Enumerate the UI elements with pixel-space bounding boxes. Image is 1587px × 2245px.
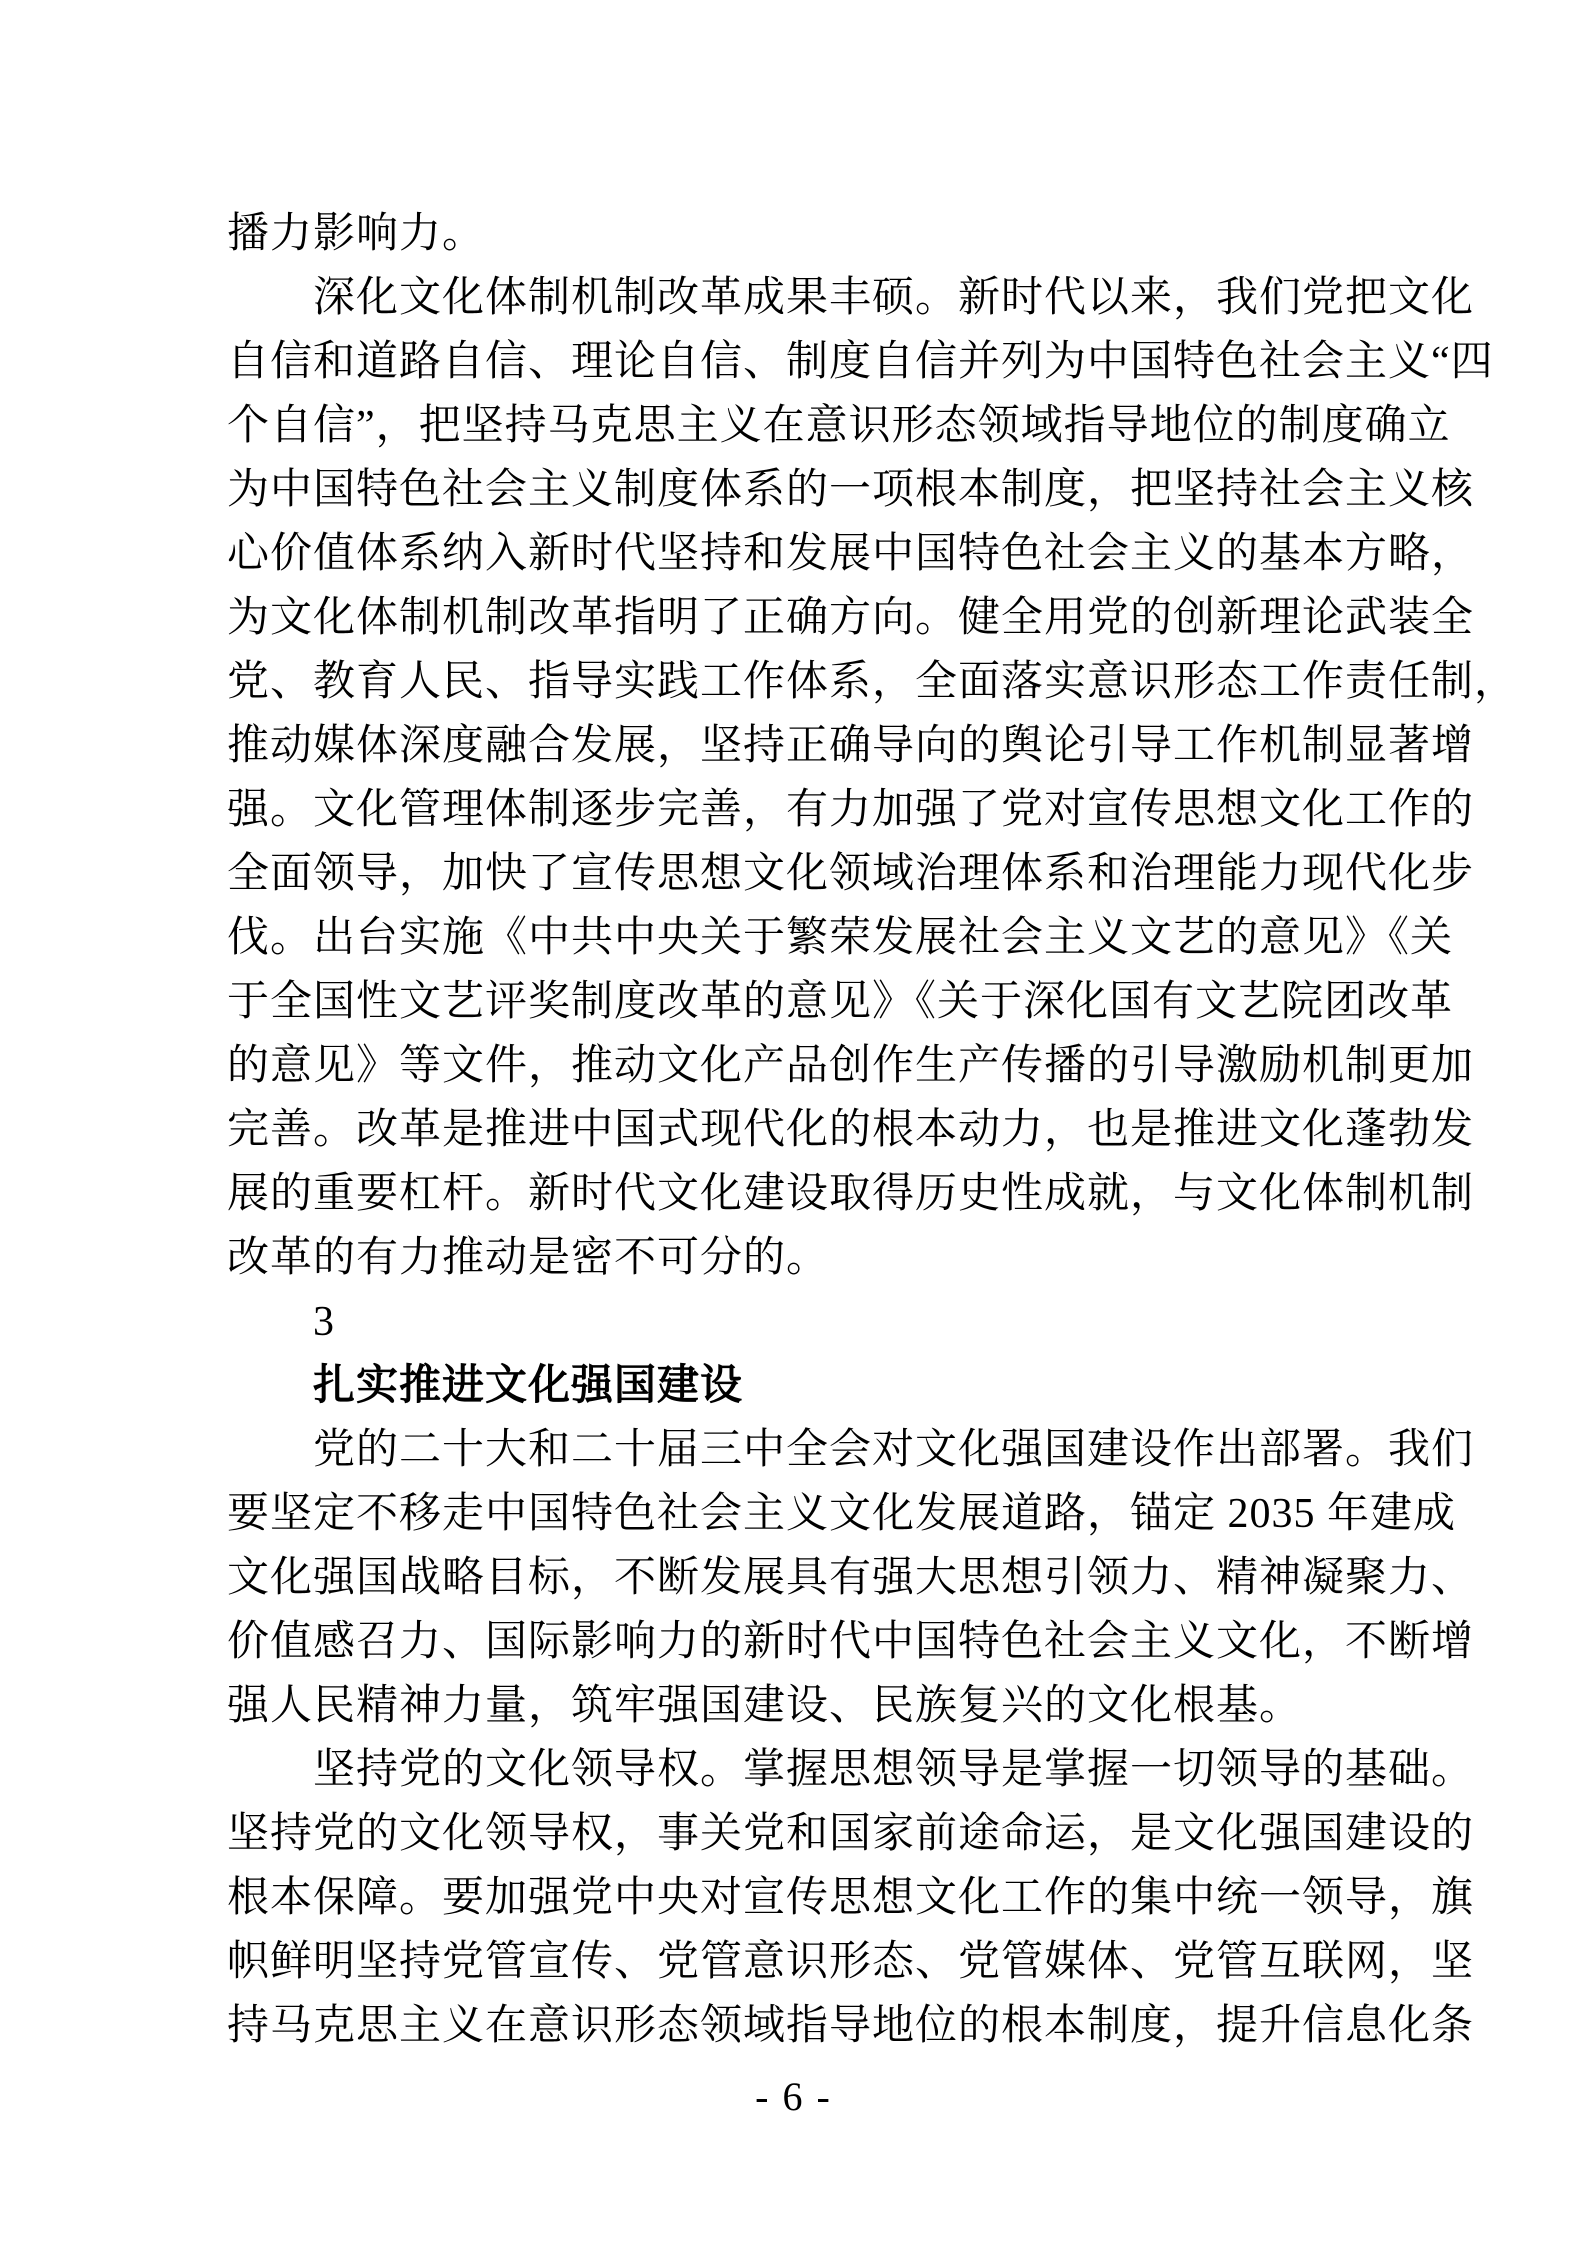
text-line: 自信和道路自信、理论自信、制度自信并列为中国特色社会主义“四 (227, 339, 1494, 385)
text-line: 坚持党的文化领导权，事关党和国家前途命运，是文化强国建设的 (227, 1811, 1475, 1857)
text-line: 推动媒体深度融合发展，坚持正确导向的舆论引导工作机制显著增 (227, 723, 1475, 769)
text-line: 文化强国战略目标，不断发展具有强大思想引领力、精神凝聚力、 (227, 1555, 1475, 1601)
text-line: 根本保障。要加强党中央对宣传思想文化工作的集中统一领导，旗 (227, 1875, 1475, 1921)
text-line: 展的重要杠杆。新时代文化建设取得历史性成就，与文化体制机制 (227, 1171, 1475, 1217)
text-line: 持马克思主义在意识形态领域指导地位的根本制度，提升信息化条 (227, 2003, 1475, 2049)
page-number: - 6 - (755, 2074, 832, 2119)
text-line: 个自信”，把坚持马克思主义在意识形态领域指导地位的制度确立 (227, 403, 1451, 449)
text-line: 播力影响力。 (227, 211, 486, 257)
text-line: 为文化体制机制改革指明了正确方向。健全用党的创新理论武装全 (227, 595, 1475, 641)
text-line: 的意见》等文件，推动文化产品创作生产传播的引导激励机制更加 (227, 1043, 1475, 1089)
text-line: 要坚定不移走中国特色社会主义文化发展道路，锚定 2035 年建成 (227, 1491, 1457, 1537)
text-line: 价值感召力、国际影响力的新时代中国特色社会主义文化，不断增 (227, 1619, 1475, 1665)
text-line: 伐。出台实施《中共中央关于繁荣发展社会主义文艺的意见》《关 (227, 915, 1454, 961)
text-line: 于全国性文艺评奖制度改革的意见》《关于深化国有文艺院团改革 (227, 979, 1454, 1025)
text-line: 坚持党的文化领导权。掌握思想领导是掌握一切领导的基础。 (313, 1747, 1475, 1793)
text-line: 3 (313, 1299, 335, 1345)
text-line: 强。文化管理体制逐步完善，有力加强了党对宣传思想文化工作的 (227, 787, 1475, 833)
text-line: 党的二十大和二十届三中全会对文化强国建设作出部署。我们 (313, 1427, 1475, 1473)
section-heading: 扎实推进文化强国建设 (313, 1363, 744, 1409)
text-line: 强人民精神力量，筑牢强国建设、民族复兴的文化根基。 (227, 1683, 1303, 1729)
text-line: 改革的有力推动是密不可分的。 (227, 1235, 830, 1281)
text-line: 为中国特色社会主义制度体系的一项根本制度，把坚持社会主义核 (227, 467, 1475, 513)
text-line: 帜鲜明坚持党管宣传、党管意识形态、党管媒体、党管互联网，坚 (227, 1939, 1475, 1985)
text-line: 完善。改革是推进中国式现代化的根本动力，也是推进文化蓬勃发 (227, 1107, 1475, 1153)
document-body (227, 202, 1518, 2058)
text-line: 心价值体系纳入新时代坚持和发展中国特色社会主义的基本方略， (227, 531, 1475, 577)
text-line: 深化文化体制机制改革成果丰硕。新时代以来，我们党把文化 (313, 275, 1475, 321)
text-line: 党、教育人民、指导实践工作体系，全面落实意识形态工作责任制， (227, 659, 1518, 705)
text-line: 全面领导，加快了宣传思想文化领域治理体系和治理能力现代化步 (227, 851, 1475, 897)
